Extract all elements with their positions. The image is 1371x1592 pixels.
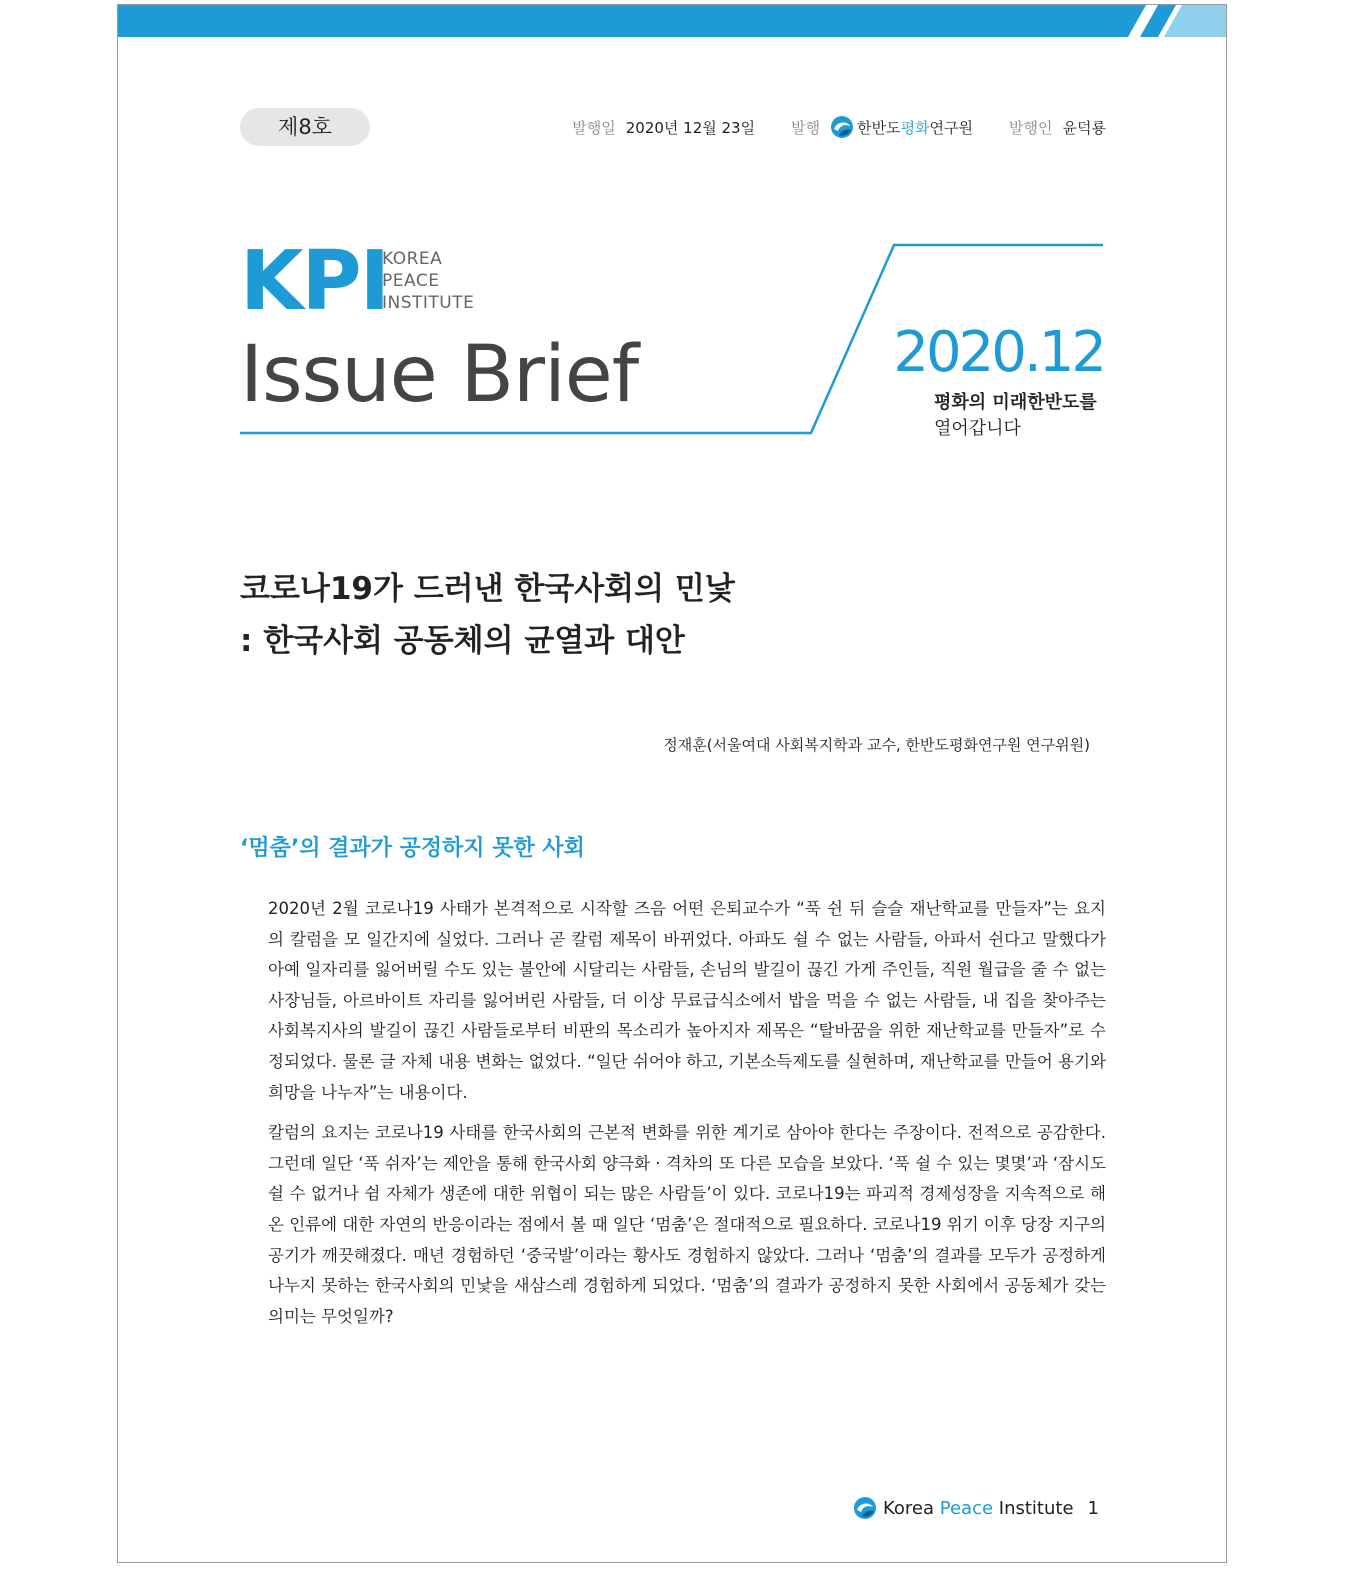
author-byline: 정재훈(서울여대 사회복지학과 교수, 한반도평화연구원 연구위원) [663, 736, 1090, 754]
publication-date: 2020년 12월 23일 [625, 118, 756, 137]
paragraph: 2020년 2월 코로나19 사태가 본격적으로 시작할 즈음 어떤 은퇴교수가 “푹 쉰 뒤 슬슬 재난학교를 만들자”는 요지의 칼럼을 모 일간지에 실었다. 그러나 곧 칼럼 제목이 바뀌었다. 아파도 쉴 수 없는 사람들, 아파서 쉰다고 말했다가 아예 일자리를 잃어버릴 수도 있는 불안에 시달리는 사람들, 손님의 발길이 끊긴 가게 주인들, 직원 월급을 줄 수 없는 사장님들, 아르바이트 자리를 잃어버린 사람들, 더 이상 무료급식소에서 밥을 먹을 수 없는 사람들, 내 집을 찾아주는 사회복지사의 발길이 끊긴 사람들로부터 비판의 목소리가 높아지자 제목은 “탈바꿈을 위한 재난학교를 만들자”로 수정되었다. 물론 글 자체 내용 변화는 없었다. “일단 쉬어야 하고, 기본소득제도를 실현하며, 재난학교를 만들어 용기와 희망을 나누자”는 내용이다. [268, 899, 1106, 1102]
article-title-line-1: 코로나19가 드러낸 한국사회의 민낯 [240, 571, 735, 607]
kpi-sub-korea: KOREA [382, 249, 443, 269]
tagline [934, 390, 1097, 442]
document-page [117, 4, 1227, 1563]
kpi-sub-institute: INSTITUTE [382, 293, 475, 313]
paragraph: 칼럼의 요지는 코로나19 사태를 한국사회의 근본적 변화를 위한 계기로 삼아야 한다는 주장이다. 전적으로 공감한다. 그런데 일단 ‘푹 쉬자’는 제안을 통해 한국사회 양극화 · 격차의 또 다른 모습을 보았다. ‘푹 쉴 수 있는 몇몇’과 ‘잠시도 쉴 수 없거나 쉼 자체가 생존에 대한 위협이 되는 많은 사람들’이 있다. 코로나19는 파괴적 경제성장을 지속적으로 해온 인류에 대한 자연의 반응이라는 점에서 볼 때 일단 ‘멈춤’은 절대적으로 필요하다. 코로나19 위기 이후 당장 지구의 공기가 깨끗해졌다. 매년 경험하던 ‘중국발’이라는 황사도 경험하지 않았다. 그러나 ‘멈춤’의 결과를 모두가 공정하게 나누지 못하는 한국사회의 민낯을 새삼스레 경험하게 되었다. ‘멈춤’의 결과가 공정하지 못한 사회에서 공동체가 갖는 의미는 무엇일까? [268, 1123, 1106, 1326]
kpi-sub-peace: PEACE [382, 271, 440, 291]
issue-number-badge: 제8호 [240, 108, 370, 146]
publisher-name-2: 평화 [900, 118, 930, 137]
publication-title: Issue Brief [240, 330, 639, 420]
publisher-name-3: 연구원 [929, 118, 974, 137]
footer-brand-institute: Institute [998, 1497, 1074, 1519]
tagline-line-1: 평화의 미래한반도를 [934, 392, 1097, 413]
article-body [268, 894, 1106, 1342]
footer-brand-peace: Peace [939, 1497, 994, 1519]
article-title-line-2: : 한국사회 공동체의 균열과 대안 [240, 623, 685, 659]
page-footer [853, 1496, 1099, 1520]
page-number: 1 [1087, 1497, 1099, 1519]
section-heading: ‘멈춤’의 결과가 공정하지 못한 사회 [240, 836, 585, 861]
kpi-swirl-icon [853, 1496, 877, 1520]
kpi-subtitle [382, 248, 474, 314]
article-title [240, 563, 735, 667]
footer-brand [883, 1498, 1074, 1519]
footer-brand-korea: Korea [882, 1497, 935, 1519]
publisher-label: 발행 [791, 118, 821, 137]
publisher-name-1: 한반도 [857, 118, 901, 137]
issuer-label: 발행인 [1009, 118, 1053, 137]
kpi-logo: KPI [240, 234, 389, 329]
issuer-name: 윤덕룡 [1062, 118, 1106, 137]
tagline-line-2: 열어갑니다 [934, 418, 1021, 439]
edition-date: 2020.12 [893, 320, 1104, 385]
date-label: 발행일 [572, 118, 616, 137]
